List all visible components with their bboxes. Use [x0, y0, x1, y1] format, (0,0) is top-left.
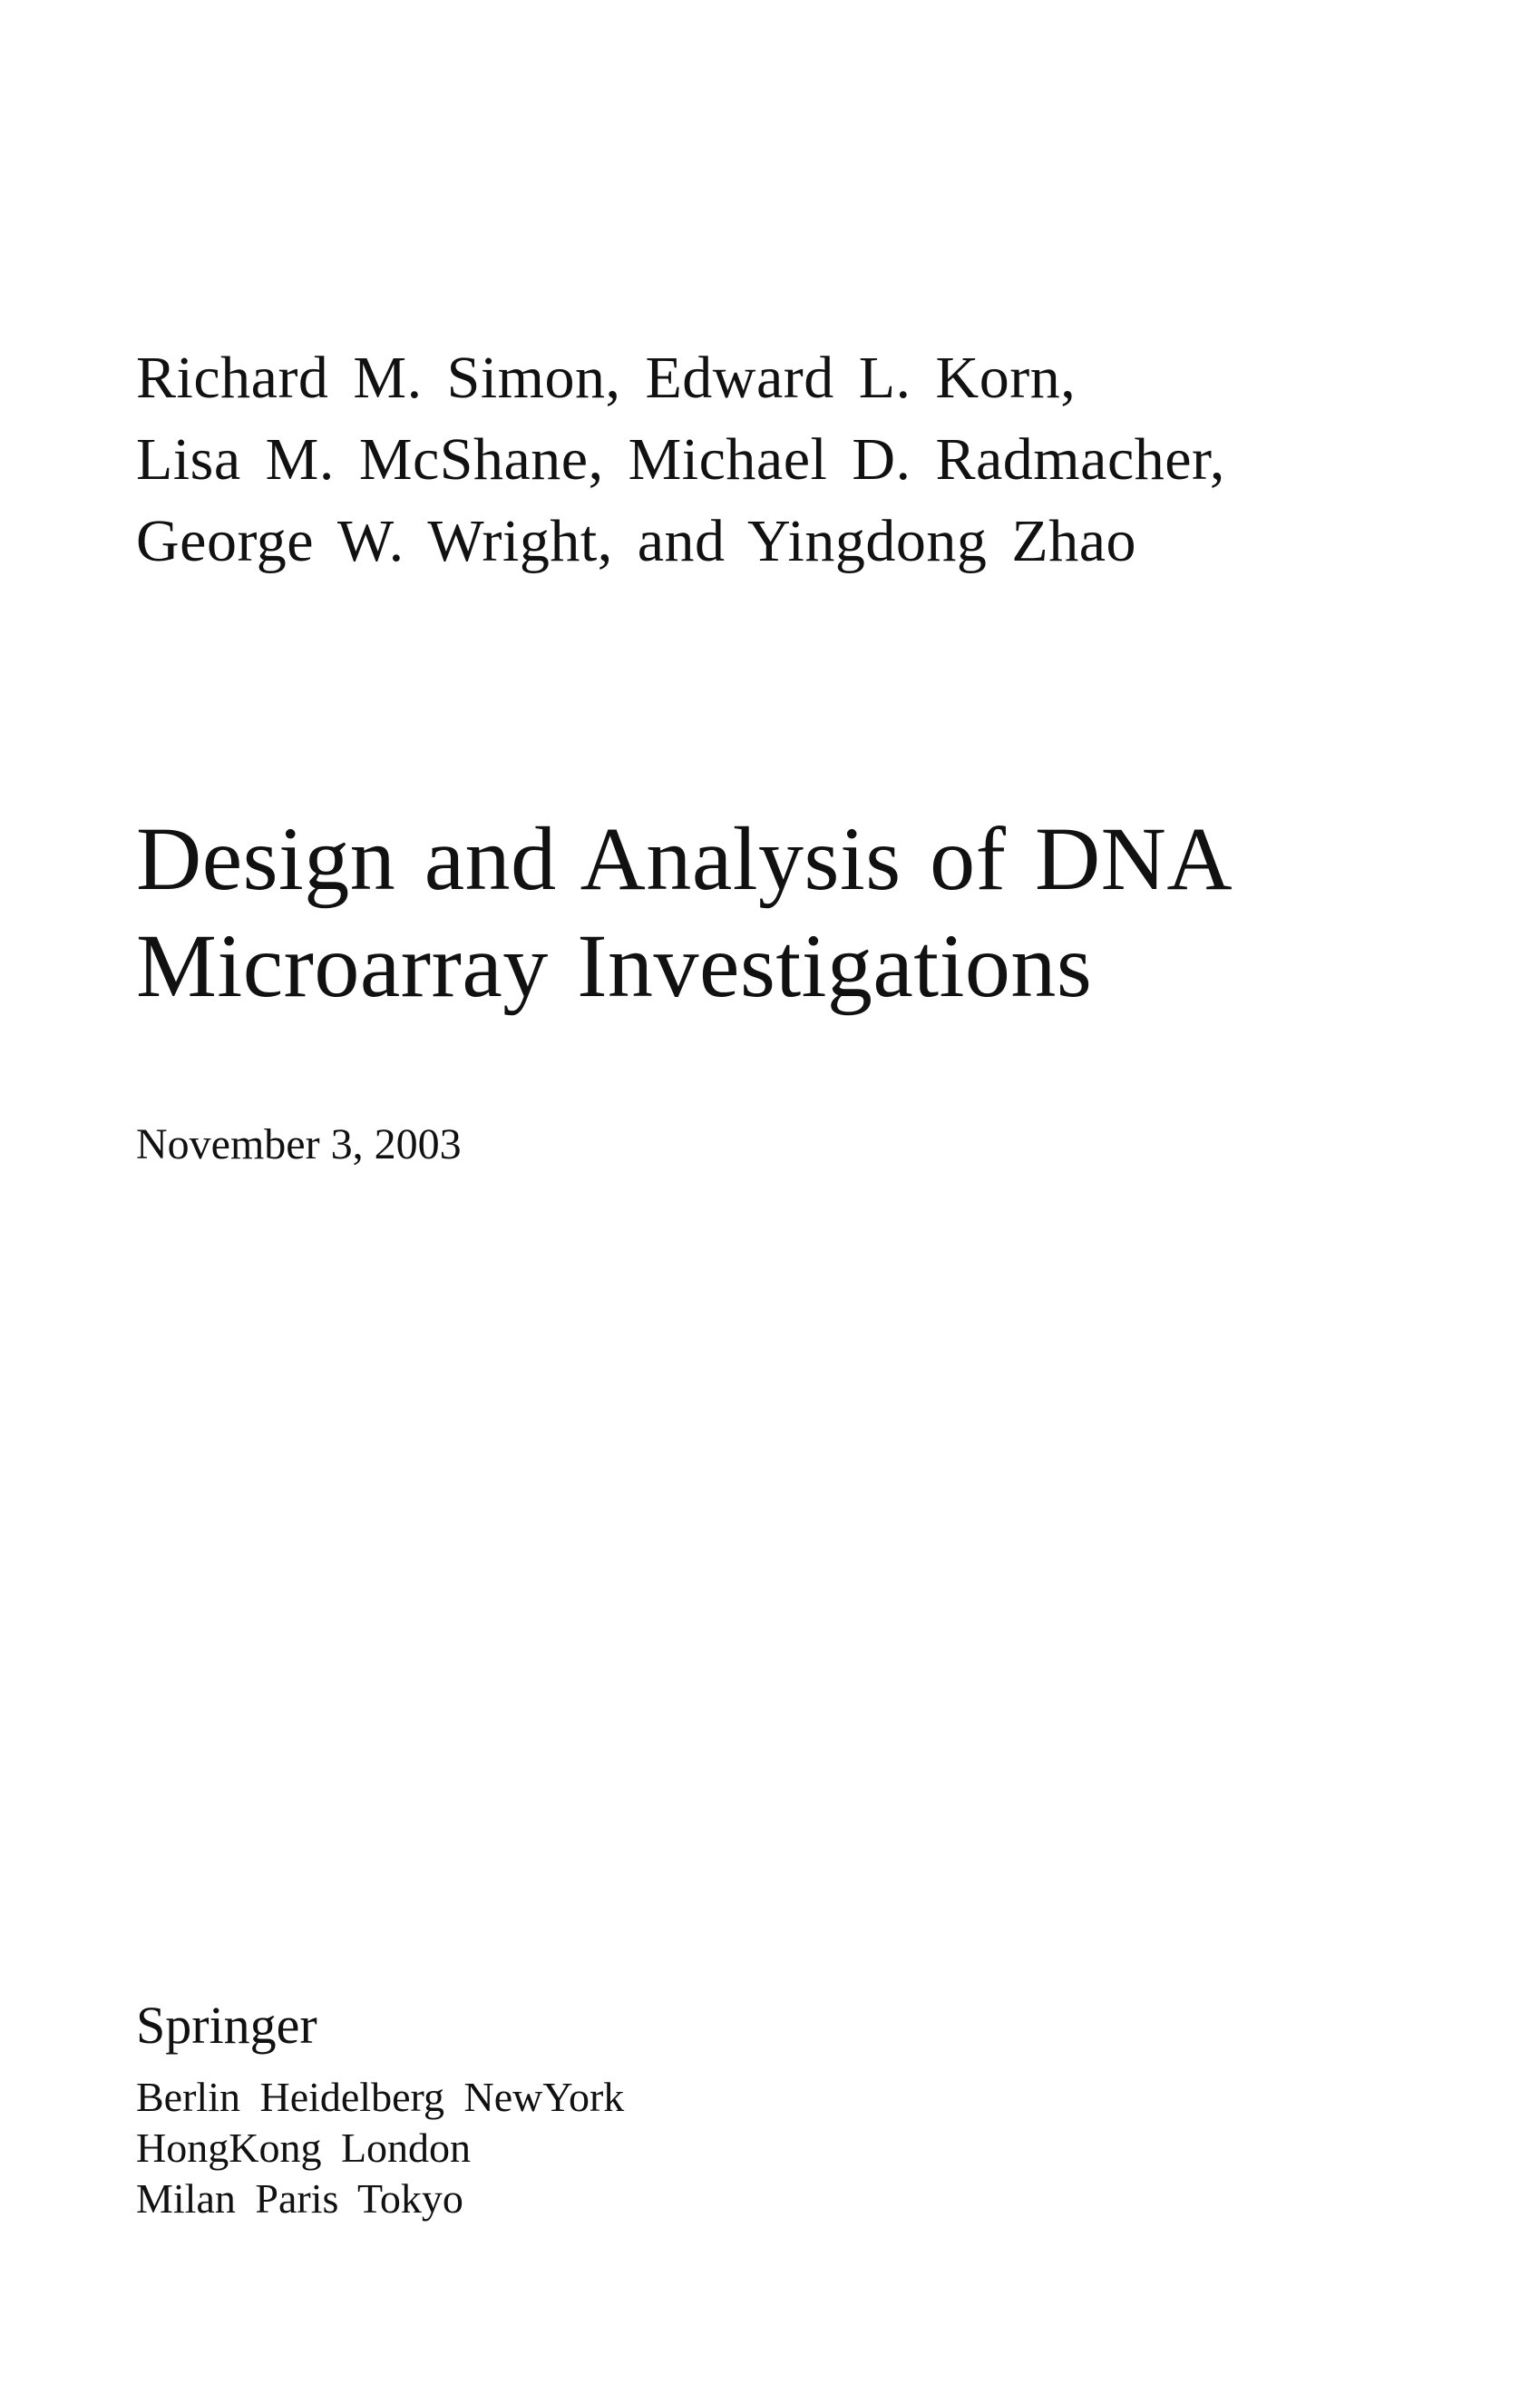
author-line: Richard M. Simon, Edward L. Korn, [136, 345, 1077, 411]
author-list [136, 337, 1406, 582]
publication-date: November 3, 2003 [136, 1120, 462, 1168]
publisher-cities [136, 2072, 624, 2224]
city-line: Milan Paris Tokyo [136, 2175, 463, 2222]
city-line: Berlin Heidelberg NewYork [136, 2074, 625, 2120]
publisher-name: Springer [136, 1996, 317, 2055]
author-line: George W. Wright, and Yingdong Zhao [136, 508, 1137, 574]
book-title-line: Design and Analysis of DNA [136, 808, 1233, 909]
book-title [136, 806, 1451, 1020]
book-title-line: Microarray Investigations [136, 915, 1093, 1016]
city-line: HongKong London [136, 2125, 472, 2171]
author-line: Lisa M. McShane, Michael D. Radmacher, [136, 426, 1225, 493]
